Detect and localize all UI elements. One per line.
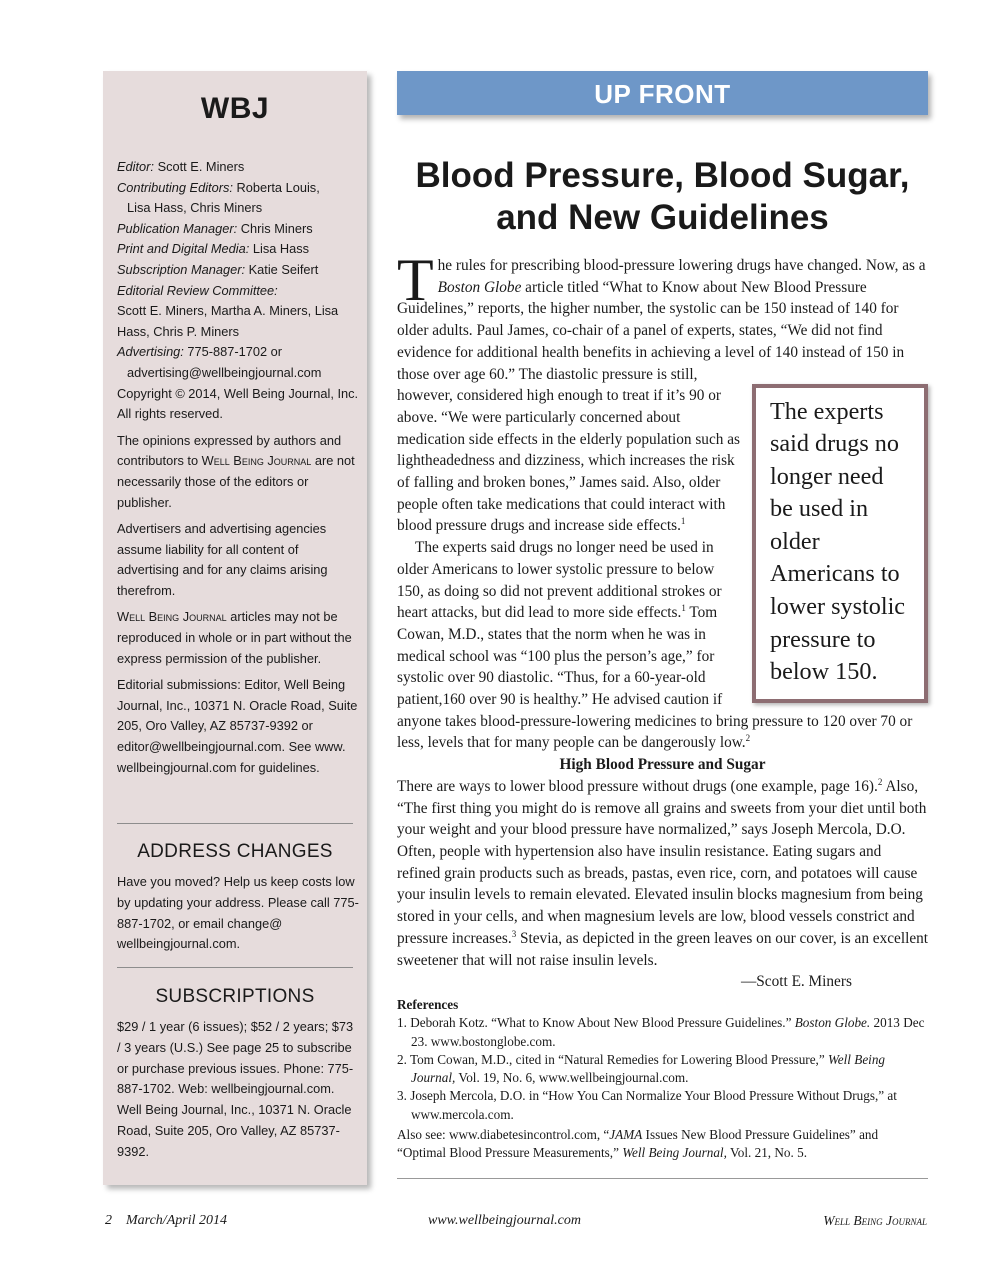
pub-name: Chris Miners: [240, 220, 313, 236]
contrib-label: Contributing Editors:: [117, 179, 233, 195]
adv-email: advertising@wellbeingjournal.com: [127, 364, 322, 380]
page-number: 2: [105, 1213, 112, 1228]
contrib-names-1: Roberta Louis,: [236, 179, 320, 195]
ref1-text-b: 2013 Dec 23. www.bostonglobe.com.: [411, 1015, 925, 1049]
subs-label: Subscription Manager:: [117, 261, 246, 277]
also-text-b: Issues New Blood Pressure Guidelines” and “Optimal Blood Pressure Measurements,”: [397, 1127, 879, 1161]
opinions-notice: [117, 431, 359, 513]
title-line-2: and New Guidelines: [496, 198, 829, 237]
drop-cap: T: [397, 247, 434, 313]
editor-label: Editor:: [117, 159, 154, 174]
also-source-1: JAMA: [609, 1127, 643, 1143]
footer-website: www.wellbeingjournal.com: [428, 1213, 581, 1228]
sidebar-divider: [117, 823, 353, 824]
review-members: Scott E. Miners, Martha A. Miners, Lisa Hass, Chris P. Miners: [117, 303, 339, 339]
opinions-text-1: The opinions expressed by authors and contributors to: [117, 432, 342, 469]
also-see: [397, 1126, 928, 1163]
opinions-text-2: are not necessarily those of the editors or publisher.: [117, 453, 355, 510]
p3-text-c: Stevia, as depicted in the green leaves on our cover, is an excellent sweetener that will not raise insulin levels.: [397, 929, 929, 969]
footnote-ref: 1: [680, 516, 686, 527]
submissions-notice: Editorial submissions: Editor, Well Being Journal, Inc., 10371 N. Oracle Road, Suite 205, Oro Valley, AZ 85737-9392 or editor@wellbeingjournal.com. See www. wellbeingjournal.com for guidelines.: [117, 677, 358, 775]
pub-label: Publication Manager:: [117, 220, 238, 236]
reference-item: [397, 1014, 928, 1051]
p1-source: Boston Globe: [437, 278, 522, 296]
print-label: Print and Digital Media:: [117, 241, 250, 257]
article-body: [397, 247, 929, 993]
p3-text-a: There are ways to lower blood pressure without drugs (one example, page 16).: [397, 777, 878, 795]
copyright: Copyright © 2014, Well Being Journal, Inc. All rights reserved.: [117, 385, 359, 422]
print-name: Lisa Hass: [252, 241, 310, 257]
footnote-ref: 2: [745, 733, 751, 744]
footnote-ref: 1: [681, 603, 686, 614]
sidebar-logo: WBJ: [200, 92, 270, 125]
p1-text-b-1: article titled “What to Know about New Blood Pressure Guidelines,” reports, the higher number, the systolic can be 150 instead of 140 for older adults. Paul James, co-chair of a panel of experts, states, “We did not find evidence for additional health benefits in achieving a level of 140 instead of 150 in those over: [397, 278, 905, 383]
advertisers-notice: Advertisers and advertising agencies assume liability for all content of advertising and for any claims arising therefrom.: [117, 521, 328, 598]
ref2-source: Well Being Journal,: [411, 1051, 886, 1086]
footer-page-info: [105, 1213, 227, 1229]
footer-journal-name: Well Being Journal: [823, 1213, 927, 1228]
address-changes-text: Have you moved? Help us keep costs low by updating your address. Please call 775-887-1702, or email change@ wellbeingjournal.com.: [117, 874, 359, 952]
reproduction-journal-name: Well Being Journal: [117, 609, 227, 625]
masthead-list: [117, 157, 359, 425]
review-label: Editorial Review Committee:: [117, 282, 278, 298]
subscriptions-heading: SUBSCRIPTIONS: [155, 986, 315, 1007]
contrib-names-2: Lisa Hass, Chris Miners: [127, 200, 263, 216]
also-source-2: Well Being Journal,: [622, 1145, 727, 1161]
p3-text-b: Also, “The first thing you might do is remove all grains and sweets from your diet until both your weight and your blood pressure have normalized,” says Joseph Mercola, D.O. Often, people with hypertension also have insulin resistance. Eating sugars and refined grain products such as breads, pastas, even rice, corn, and potatoes will cause your insulin levels to remain elevated. Elevated insulin blocks magnesium from being stored in your cells, and when magnesium levels are low, blood vessels constrict and pressure increases.: [397, 777, 927, 947]
paragraph-3: [397, 776, 928, 971]
also-text-c: Vol. 21, No. 5.: [726, 1145, 808, 1161]
reproduction-text: articles may not be reproduced in whole or in part without the express permission of the publisher.: [117, 609, 352, 666]
author-signature: —Scott E. Miners: [741, 973, 852, 991]
footnote-ref: 2: [877, 776, 883, 787]
p1-text-b-2: age 60.” The diastolic pressure is still, however, considered high enough to treat if it’s 90 or above. “We were particularly concerned about medication side effects in the elderly population such as lightheadedness and dizziness, which increases the risk of falling and broken bones,” James said. Also, older people often take medications that could interact with blood pressure drugs and increase side effects.: [397, 365, 740, 535]
ref1-text-a: 1. Deborah Kotz. “What to Know About New Blood Pressure Guidelines.”: [397, 1015, 795, 1031]
masthead-sidebar: [103, 71, 367, 1185]
adv-label: Advertising:: [117, 344, 184, 360]
sidebar-divider: [117, 967, 353, 968]
address-changes-heading: ADDRESS CHANGES: [137, 841, 333, 862]
opinions-journal-name: Well Being Journal: [201, 453, 312, 469]
adv-phone: 775-887-1702 or: [187, 344, 283, 360]
section-subheading: High Blood Pressure and Sugar: [559, 756, 766, 774]
references: [397, 996, 928, 1163]
article-end-rule: [397, 1178, 928, 1179]
section-banner: UP FRONT: [397, 71, 928, 115]
reproduction-notice: [117, 607, 359, 669]
ref2-text-b: Vol. 19, No. 6, www.wellbeingjournal.com.: [455, 1070, 689, 1086]
p2-text-b: Tom Cowan, M.D., states that the norm when he was in medical school was “100 plus the person’s age,” for systolic over 90 diastolic. “Thus, for a 60-year-old patient,160 over 90 is healthy.” He advised caution if anyone takes blood-pressure-lowering medicines to bring pressure to 120 over 70 or less, levels that for many people can be dangerously low.: [397, 604, 913, 752]
ref2-text-a: 2. Tom Cowan, M.D., cited in “Natural Remedies for Lowering Blood Pressure,”: [397, 1051, 829, 1067]
subs-name: Katie Seifert: [248, 261, 319, 277]
reference-item: 3. Joseph Mercola, D.O. in “How You Can Normalize Your Blood Pressure Without Drugs,” at www.mercola.com.: [397, 1088, 897, 1122]
title-line-1: Blood Pressure, Blood Sugar,: [415, 156, 910, 195]
issue-date: March/April 2014: [126, 1213, 227, 1228]
masthead-credits: [117, 157, 359, 778]
editor-name: Scott E. Miners: [157, 159, 245, 174]
p1-text-a: he rules for prescribing blood-pressure lowering drugs have changed. Now, as a: [437, 257, 926, 274]
footnote-ref: 3: [511, 928, 517, 939]
references-heading: References: [397, 997, 459, 1012]
subscriptions-text: $29 / 1 year (6 issues); $52 / 2 years; $73 / 3 years (U.S.) See page 25 to subscribe or purchase previous issues. Phone: 775-887-1702. Web: wellbeingjournal.com. Well Being Journal, Inc., 10371 N. Oracle Road, Suite 205, Oro Valley, AZ 85737-9392.: [117, 1019, 354, 1159]
pull-quote: The experts said drugs no longer need be used in older Americans to lower systolic pressure to below 150.: [752, 384, 928, 703]
ref1-source: Boston Globe.: [794, 1015, 871, 1031]
also-text-a: Also see: www.diabetesincontrol.com, “: [397, 1127, 610, 1143]
article-title: [397, 155, 928, 239]
p2-text-a: The experts said drugs no longer need be used in older Americans to lower systolic pressure to below 150, as doing so did not prevent additional strokes or heart attacks, but did lead to more side effects.: [397, 539, 722, 622]
reference-item: [397, 1051, 928, 1088]
